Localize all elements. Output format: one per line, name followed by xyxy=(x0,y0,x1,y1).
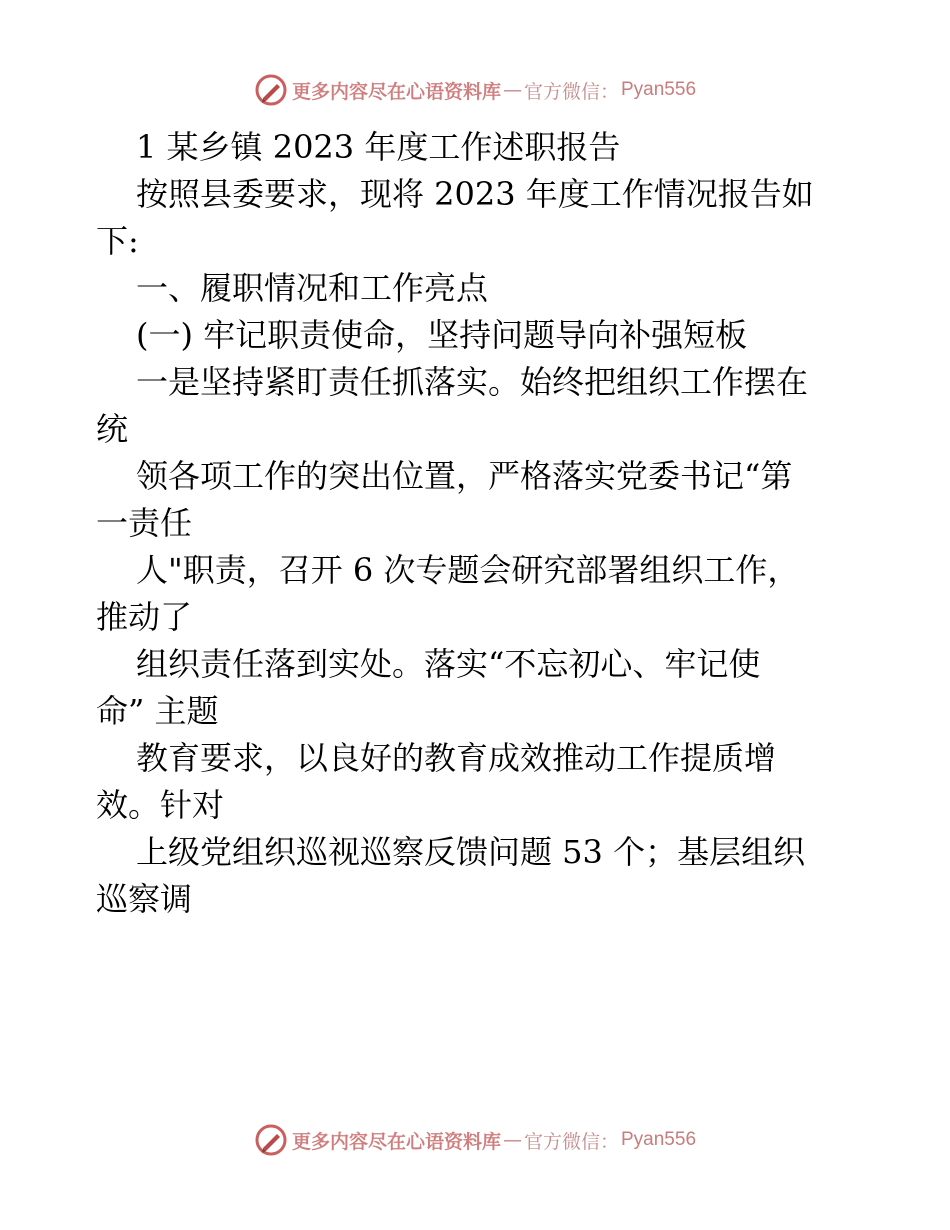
paragraph-line: 教育要求，以良好的教育成效推动工作提质增 xyxy=(136,739,777,777)
paragraph-line: 效。针对 xyxy=(96,786,225,824)
paragraph-line: 人"职责，召开 6 次专题会研究部署组织工作， xyxy=(136,551,800,589)
paragraph-line: 下: xyxy=(96,222,139,260)
paragraph-line: 统 xyxy=(96,410,129,448)
watermark-banner-bottom xyxy=(0,1120,950,1160)
paragraph-line: 推动了 xyxy=(96,598,193,636)
watermark-label: 官方微信： xyxy=(523,1130,619,1153)
subsection-heading: (一) 牢记职责使命，坚持问题导向补强短板 xyxy=(136,316,748,354)
pen-logo-icon xyxy=(254,1123,288,1157)
watermark-brand: 更多内容尽在心语资料库 xyxy=(291,80,501,103)
paragraph-line: 领各项工作的突出位置，严格落实党委书记“第 xyxy=(136,457,793,495)
paragraph-line: 巡察调 xyxy=(96,880,193,918)
paragraph-line: 一是坚持紧盯责任抓落实。始终把组织工作摆在 xyxy=(136,363,809,401)
paragraph-line: 组织责任落到实处。落实“不忘初心、牢记使 xyxy=(136,645,761,683)
paragraph-line: 命” 主题 xyxy=(96,692,219,730)
watermark-wechat-id: Pyan556 xyxy=(621,1129,697,1150)
watermark-separator: — xyxy=(502,79,522,101)
paragraph-line: 上级党组织巡视巡察反馈问题 53 个；基层组织 xyxy=(136,833,806,871)
watermark-wechat-id: Pyan556 xyxy=(621,79,697,100)
watermark-banner-top xyxy=(0,70,950,110)
paragraph-line: 按照县委要求，现将 2023 年度工作情况报告如 xyxy=(136,175,814,213)
watermark-brand: 更多内容尽在心语资料库 xyxy=(291,1130,501,1153)
section-heading: 一、履职情况和工作亮点 xyxy=(136,269,489,307)
document-body xyxy=(96,124,856,923)
pen-logo-icon xyxy=(254,73,288,107)
document-title: 1 某乡镇 2023 年度工作述职报告 xyxy=(136,128,621,166)
paragraph-line: 一责任 xyxy=(96,504,193,542)
watermark-label: 官方微信： xyxy=(523,80,619,103)
watermark-separator: — xyxy=(502,1129,522,1151)
